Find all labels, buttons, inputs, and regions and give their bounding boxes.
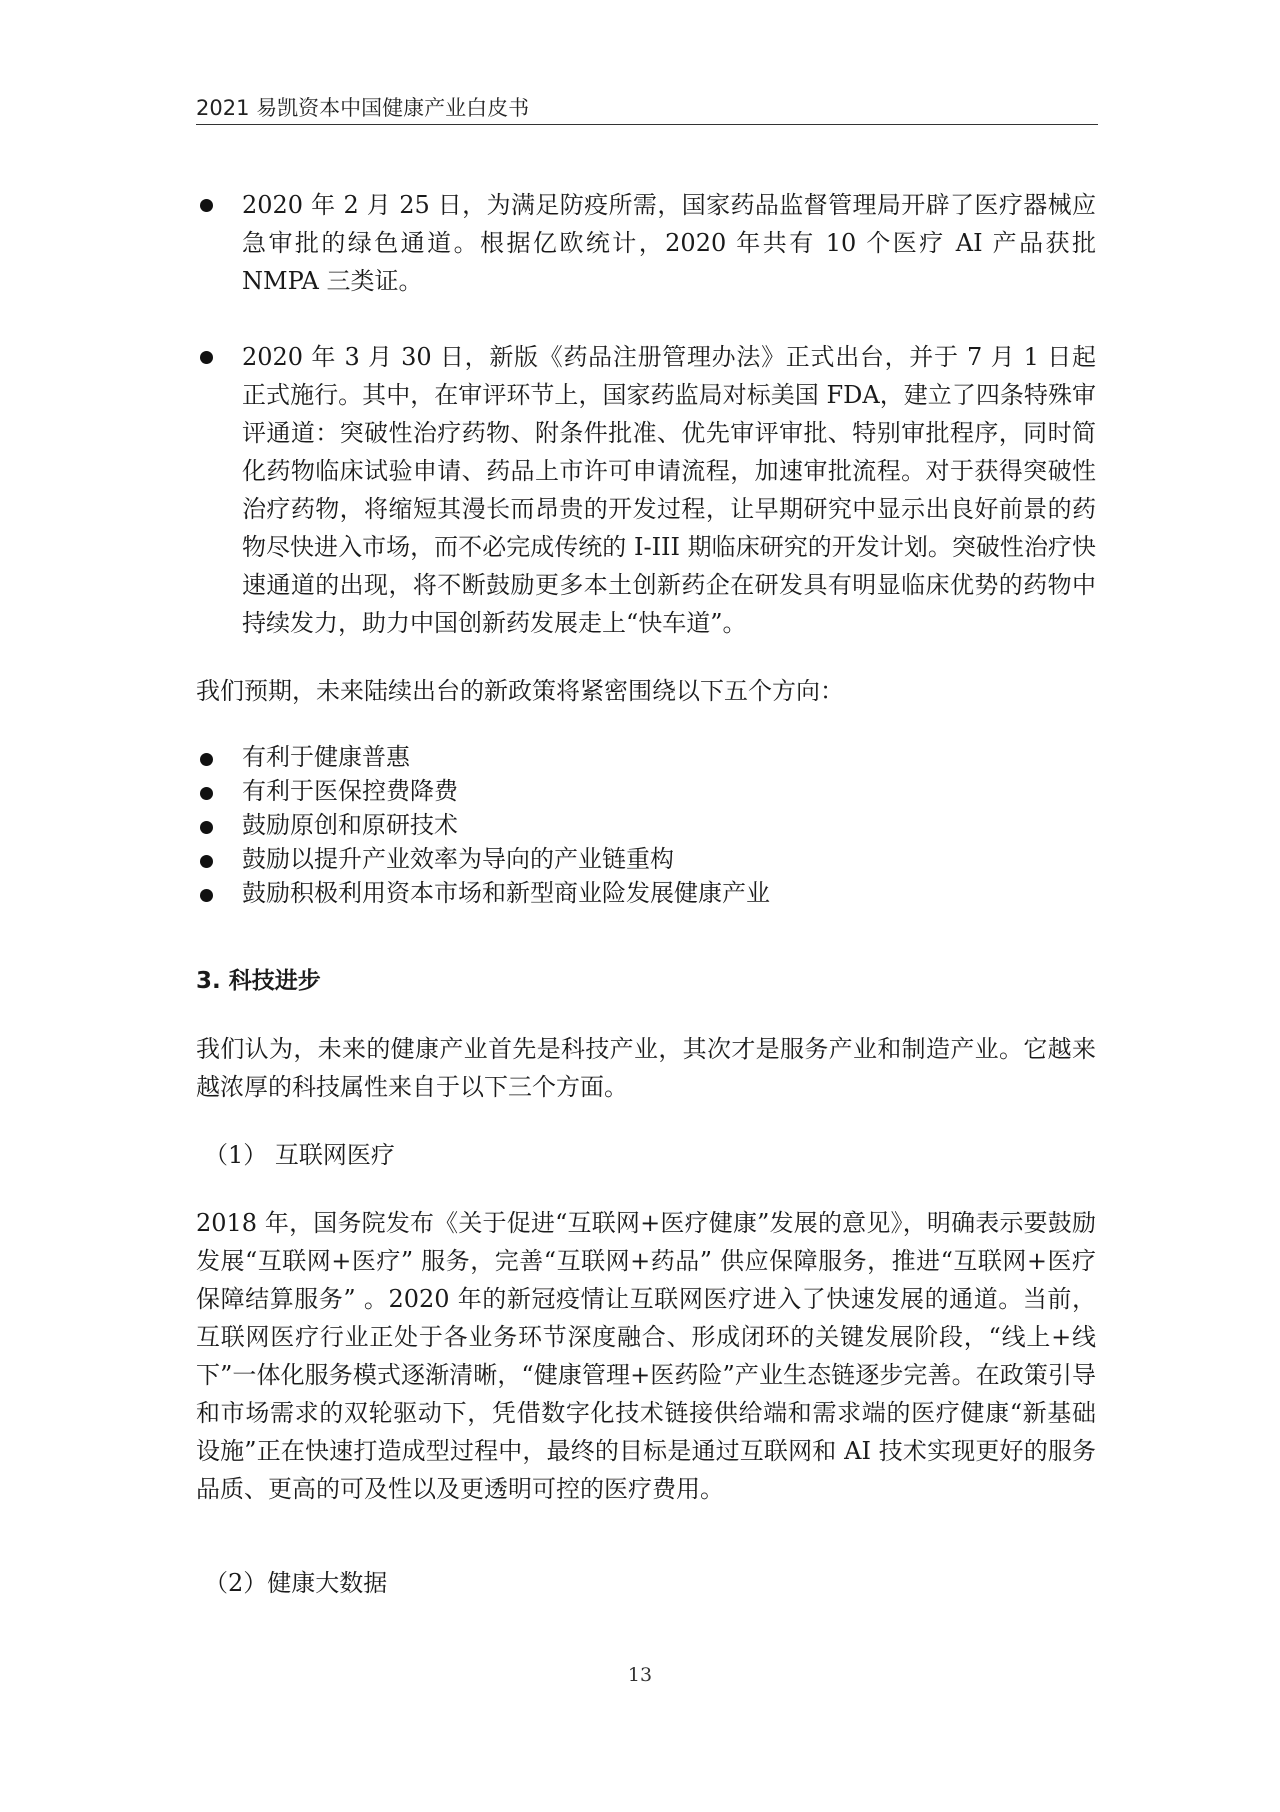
bullet-text: 2020 年 3 月 30 日，新版《药品注册管理办法》正式出台，并于 7 月 1 日起正式施行。其中，在审评环节上，国家药监局对标美国 FDA，建立了四条特殊审评通道：突破性治疗药物、附条件批准、优先审评审批、特别审批程序，同时简化药物临床试验申请、药品上市许可申请流程，加速审批流程。对于获得突破性治疗药物，将缩短其漫长而昂贵的开发过程，让早期研究中显示出良好前景的药物尽快进入市场，而不必完成传统的 I-III 期临床研究的开发计划。突破性治疗快速通道的出现，将不断鼓励更多本土创新药企在研发具有明显临床优势的药物中持续发力，助力中国创新药发展走上“快车道”。 bbox=[242, 343, 1096, 637]
bullet-text: 2020 年 2 月 25 日，为满足防疫所需，国家药品监督管理局开辟了医疗器械应急审批的绿色通道。根据亿欧统计，2020 年共有 10 个医疗 AI 产品获批 NMPA 三类证。 bbox=[242, 191, 1096, 295]
section-heading: 3. 科技进步 bbox=[196, 968, 321, 994]
policy-bullet bbox=[196, 338, 1096, 642]
bullet-dot-icon bbox=[200, 821, 213, 834]
bullet-dot-icon bbox=[200, 199, 213, 212]
bullet-dot-icon bbox=[200, 351, 213, 364]
subsection-title-health-big-data: （2）健康大数据 bbox=[204, 1569, 388, 1597]
list-item: 鼓励以提升产业效率为导向的产业链重构 bbox=[196, 842, 1096, 876]
bullet-dot-icon bbox=[200, 855, 213, 868]
page-content bbox=[196, 186, 1096, 1602]
bullet-dot-icon bbox=[200, 753, 213, 766]
directions-list bbox=[196, 740, 1096, 910]
running-header: 2021 易凯资本中国健康产业白皮书 bbox=[196, 96, 530, 120]
header-rule bbox=[196, 124, 1098, 125]
subsection-title-internet-medicine: （1） 互联网医疗 bbox=[204, 1141, 395, 1169]
directions-intro: 我们预期，未来陆续出台的新政策将紧密围绕以下五个方向： bbox=[196, 677, 844, 705]
subsection-body-internet-medicine: 2018 年，国务院发布《关于促进“互联网+医疗健康”发展的意见》，明确表示要鼓励发展“互联网+医疗” 服务，完善“互联网+药品” 供应保障服务，推进“互联网+医疗保障结算服务” 。2020 年的新冠疫情让互联网医疗进入了快速发展的通道。当前，互联网医疗行业正处于各业务环节深度融合、形成闭环的关键发展阶段，“线上+线下”一体化服务模式逐渐清晰，“健康管理+医药险”产业生态链逐步完善。在政策引导和市场需求的双轮驱动下，凭借数字化技术链接供给端和需求端的医疗健康“新基础设施”正在快速打造成型过程中，最终的目标是通过互联网和 AI 技术实现更好的服务品质、更高的可及性以及更透明可控的医疗费用。 bbox=[196, 1209, 1096, 1503]
page-number: 13 bbox=[627, 1664, 653, 1686]
policy-bullet bbox=[196, 186, 1096, 300]
list-item: 鼓励原创和原研技术 bbox=[196, 808, 1096, 842]
list-item: 有利于医保控费降费 bbox=[196, 774, 1096, 808]
list-item: 鼓励积极利用资本市场和新型商业险发展健康产业 bbox=[196, 876, 1096, 910]
bullet-dot-icon bbox=[200, 787, 213, 800]
section-intro: 我们认为，未来的健康产业首先是科技产业，其次才是服务产业和制造产业。它越来越浓厚的科技属性来自于以下三个方面。 bbox=[196, 1035, 1096, 1101]
list-item: 有利于健康普惠 bbox=[196, 740, 1096, 774]
bullet-dot-icon bbox=[200, 889, 213, 902]
